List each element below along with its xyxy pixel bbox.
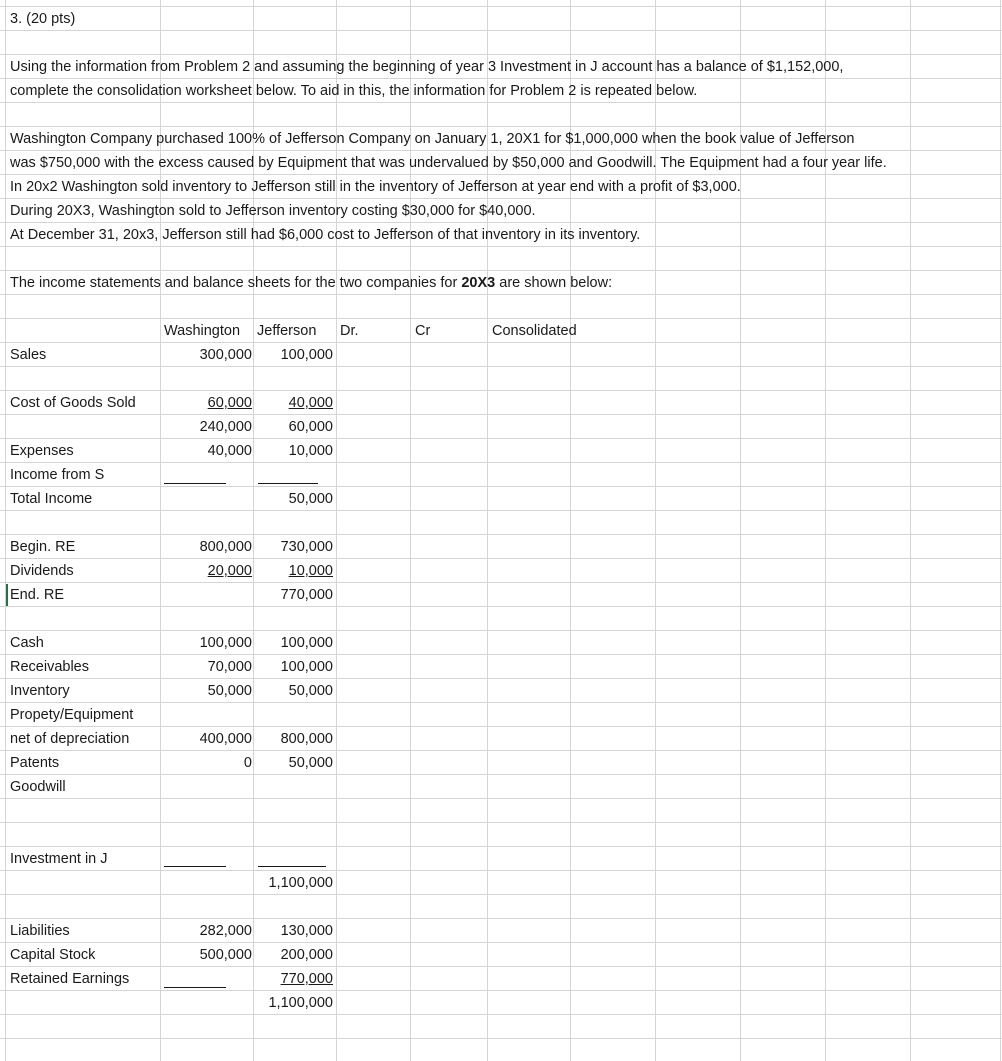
grid-column-line (910, 0, 911, 1061)
grid-row-line (0, 6, 1002, 7)
end-re-jefferson: 770,000 (280, 587, 333, 603)
patents-washington: 0 (243, 755, 252, 771)
grid-row-line (0, 414, 1002, 415)
statement-year: 20X3 (461, 275, 496, 291)
row-label-sales: Sales (10, 347, 47, 363)
row-label-retained-earnings: Retained Earnings (10, 971, 130, 987)
grid-row-line (0, 1038, 1002, 1039)
liabilities-jefferson: 130,000 (280, 923, 333, 939)
statement-intro (10, 271, 612, 295)
problem2-line-4: During 20X3, Washington sold to Jefferson inventory costing $30,000 for $40,000. (10, 203, 536, 219)
dividends-jefferson: 10,000 (288, 563, 333, 579)
receivables-washington: 70,000 (207, 659, 252, 675)
row-label-end-re: End. RE (10, 587, 64, 603)
liabilities-washington: 282,000 (199, 923, 252, 939)
row-label-inventory: Inventory (10, 683, 70, 699)
active-cell-marker (6, 584, 8, 606)
grid-row-line (0, 750, 1002, 751)
expenses-jefferson: 10,000 (288, 443, 333, 459)
grid-row-line (0, 678, 1002, 679)
grid-row-line (0, 846, 1002, 847)
grid-row-line (0, 582, 1002, 583)
grid-row-line (0, 486, 1002, 487)
grid-row-line (0, 918, 1002, 919)
row-label-cash: Cash (10, 635, 44, 651)
income-from-s-washington-blank (164, 483, 226, 484)
row-label-liabilities: Liabilities (10, 923, 70, 939)
patents-jefferson: 50,000 (288, 755, 333, 771)
problem-header: 3. (20 pts) (10, 11, 76, 27)
header-dr: Dr. (340, 323, 359, 339)
row-label-capital-stock: Capital Stock (10, 947, 96, 963)
row-label-dividends: Dividends (10, 563, 74, 579)
grid-row-line (0, 798, 1002, 799)
grid-row-line (0, 966, 1002, 967)
row-label-receivables: Receivables (10, 659, 89, 675)
gross-washington: 240,000 (199, 419, 252, 435)
total-le-jefferson: 1,100,000 (268, 995, 333, 1011)
header-jefferson: Jefferson (257, 323, 317, 339)
problem2-line-5: At December 31, 20x3, Jefferson still had $6,000 cost to Jefferson of that inventory in its inventory. (10, 227, 641, 243)
header-cr: Cr (415, 323, 431, 339)
row-label-total-income: Total Income (10, 491, 93, 507)
net-dep-washington: 400,000 (199, 731, 252, 747)
statement-suffix: are shown below: (495, 275, 613, 291)
row-label-investment: Investment in J (10, 851, 108, 867)
dividends-washington: 20,000 (207, 563, 252, 579)
cogs-washington: 60,000 (207, 395, 252, 411)
begin-re-washington: 800,000 (199, 539, 252, 555)
grid-row-line (0, 606, 1002, 607)
income-from-s-jefferson-blank (258, 483, 318, 484)
row-label-begin-re: Begin. RE (10, 539, 76, 555)
grid-row-line (0, 534, 1002, 535)
row-label-property: Propety/Equipment (10, 707, 134, 723)
grid-row-line (0, 942, 1002, 943)
grid-row-line (0, 822, 1002, 823)
grid-row-line (0, 1014, 1002, 1015)
investment-washington-blank (164, 866, 226, 867)
grid-row-line (0, 870, 1002, 871)
capital-stock-jefferson: 200,000 (280, 947, 333, 963)
grid-row-line (0, 726, 1002, 727)
grid-row-line (0, 366, 1002, 367)
row-label-cogs: Cost of Goods Sold (10, 395, 136, 411)
statement-intro-text: The income statements and balance sheets for the two companies for (10, 275, 462, 291)
cash-jefferson: 100,000 (280, 635, 333, 651)
grid-row-line (0, 702, 1002, 703)
total-assets-jefferson: 1,100,000 (268, 875, 333, 891)
grid-row-line (0, 774, 1002, 775)
inventory-jefferson: 50,000 (288, 683, 333, 699)
grid-row-line (0, 990, 1002, 991)
expenses-washington: 40,000 (207, 443, 252, 459)
header-washington: Washington (164, 323, 241, 339)
sales-washington: 300,000 (199, 347, 252, 363)
capital-stock-washington: 500,000 (199, 947, 252, 963)
grid-row-line (0, 558, 1002, 559)
grid-row-line (0, 894, 1002, 895)
grid-column-line (1000, 0, 1001, 1061)
net-dep-jefferson: 800,000 (280, 731, 333, 747)
gross-jefferson: 60,000 (288, 419, 333, 435)
total-income-jefferson: 50,000 (288, 491, 333, 507)
begin-re-jefferson: 730,000 (280, 539, 333, 555)
grid-column-line (5, 0, 6, 1061)
grid-row-line (0, 510, 1002, 511)
row-label-patents: Patents (10, 755, 60, 771)
grid-row-line (0, 438, 1002, 439)
intro-line-1: Using the information from Problem 2 and assuming the beginning of year 3 Investment in J account has a balance of $1,152,000, (10, 59, 844, 75)
sales-jefferson: 100,000 (280, 347, 333, 363)
problem2-line-3: In 20x2 Washington sold inventory to Jefferson still in the inventory of Jefferson at year end with a profit of $3,000. (10, 179, 741, 195)
grid-row-line (0, 390, 1002, 391)
receivables-jefferson: 100,000 (280, 659, 333, 675)
cash-washington: 100,000 (199, 635, 252, 651)
row-label-net-depreciation: net of depreciation (10, 731, 130, 747)
retained-earnings-jefferson: 770,000 (280, 971, 333, 987)
problem2-line-2: was $750,000 with the excess caused by Equipment that was undervalued by $50,000 and Goodwill. The Equipment had a four year life. (10, 155, 887, 171)
investment-jefferson-blank (258, 866, 326, 867)
grid-row-line (0, 654, 1002, 655)
intro-line-2: complete the consolidation worksheet below. To aid in this, the information for Problem 2 is repeated below. (10, 83, 698, 99)
grid-row-line (0, 30, 1002, 31)
problem2-line-1: Washington Company purchased 100% of Jefferson Company on January 1, 20X1 for $1,000,000 when the book value of Jefferson (10, 131, 855, 147)
grid-row-line (0, 462, 1002, 463)
retained-earnings-washington-blank (164, 987, 226, 988)
grid-row-line (0, 630, 1002, 631)
row-label-expenses: Expenses (10, 443, 74, 459)
inventory-washington: 50,000 (207, 683, 252, 699)
row-label-goodwill: Goodwill (10, 779, 66, 795)
header-consolidated: Consolidated (492, 323, 577, 339)
cogs-jefferson: 40,000 (288, 395, 333, 411)
row-label-income-from-s: Income from S (10, 467, 105, 483)
